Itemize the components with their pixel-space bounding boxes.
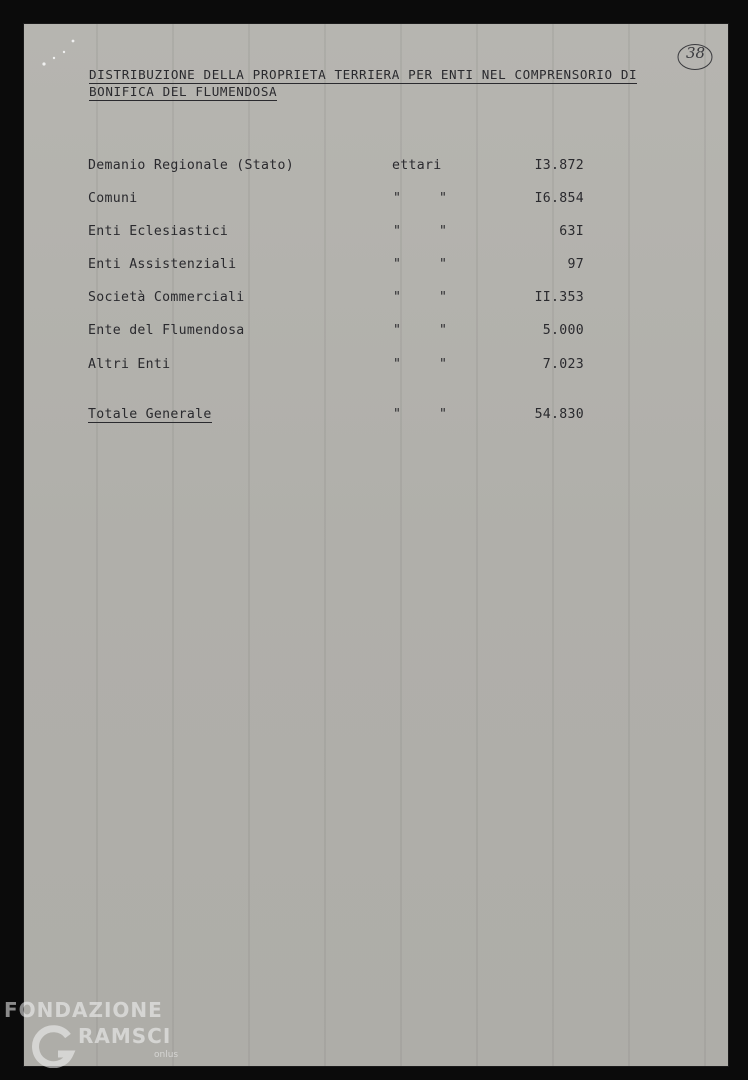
row-value: 7.023 — [542, 357, 584, 372]
document-page — [24, 24, 728, 1066]
watermark-line-2: RAMSCI — [78, 1024, 172, 1048]
row-label: Demanio Regionale (Stato) — [88, 158, 294, 173]
total-label: Totale Generale — [88, 407, 212, 422]
punch-dots-icon — [42, 38, 78, 68]
row-value: 5.000 — [542, 323, 584, 338]
watermark-g-logo-icon — [32, 1024, 76, 1068]
page-number-stamp — [677, 40, 713, 70]
ditto-marks: " " — [393, 191, 448, 206]
unit-label: ettari — [392, 158, 442, 173]
row-label: Ente del Flumendosa — [88, 323, 245, 338]
row-value: 63I — [559, 224, 584, 239]
fondazione-gramsci-watermark — [4, 998, 194, 1078]
ditto-marks: " " — [393, 290, 448, 305]
total-value: 54.830 — [534, 407, 584, 422]
document-title-line-2: BONIFICA DEL FLUMENDOSA — [89, 84, 278, 99]
row-label: Comuni — [88, 191, 138, 206]
row-label: Enti Assistenziali — [88, 257, 237, 272]
ditto-marks: " " — [393, 224, 448, 239]
row-value: II.353 — [534, 290, 584, 305]
ditto-marks: " " — [393, 407, 448, 422]
row-label: Altri Enti — [88, 357, 171, 372]
document-title-line-1: DISTRIBUZIONE DELLA PROPRIETA TERRIERA PER ENTI NEL COMPRENSORIO DI — [89, 67, 638, 82]
page-number: 38 — [686, 44, 706, 62]
watermark-line-3: onlus — [154, 1050, 179, 1060]
row-value: I3.872 — [534, 158, 584, 173]
row-value: I6.854 — [534, 191, 584, 206]
row-label: Società Commerciali — [88, 290, 245, 305]
ditto-marks: " " — [393, 323, 448, 338]
row-value: 97 — [567, 257, 584, 272]
watermark-line-1: FONDAZIONE — [4, 998, 163, 1022]
ditto-marks: " " — [393, 357, 448, 372]
ditto-marks: " " — [393, 257, 448, 272]
row-label: Enti Eclesiastici — [88, 224, 229, 239]
